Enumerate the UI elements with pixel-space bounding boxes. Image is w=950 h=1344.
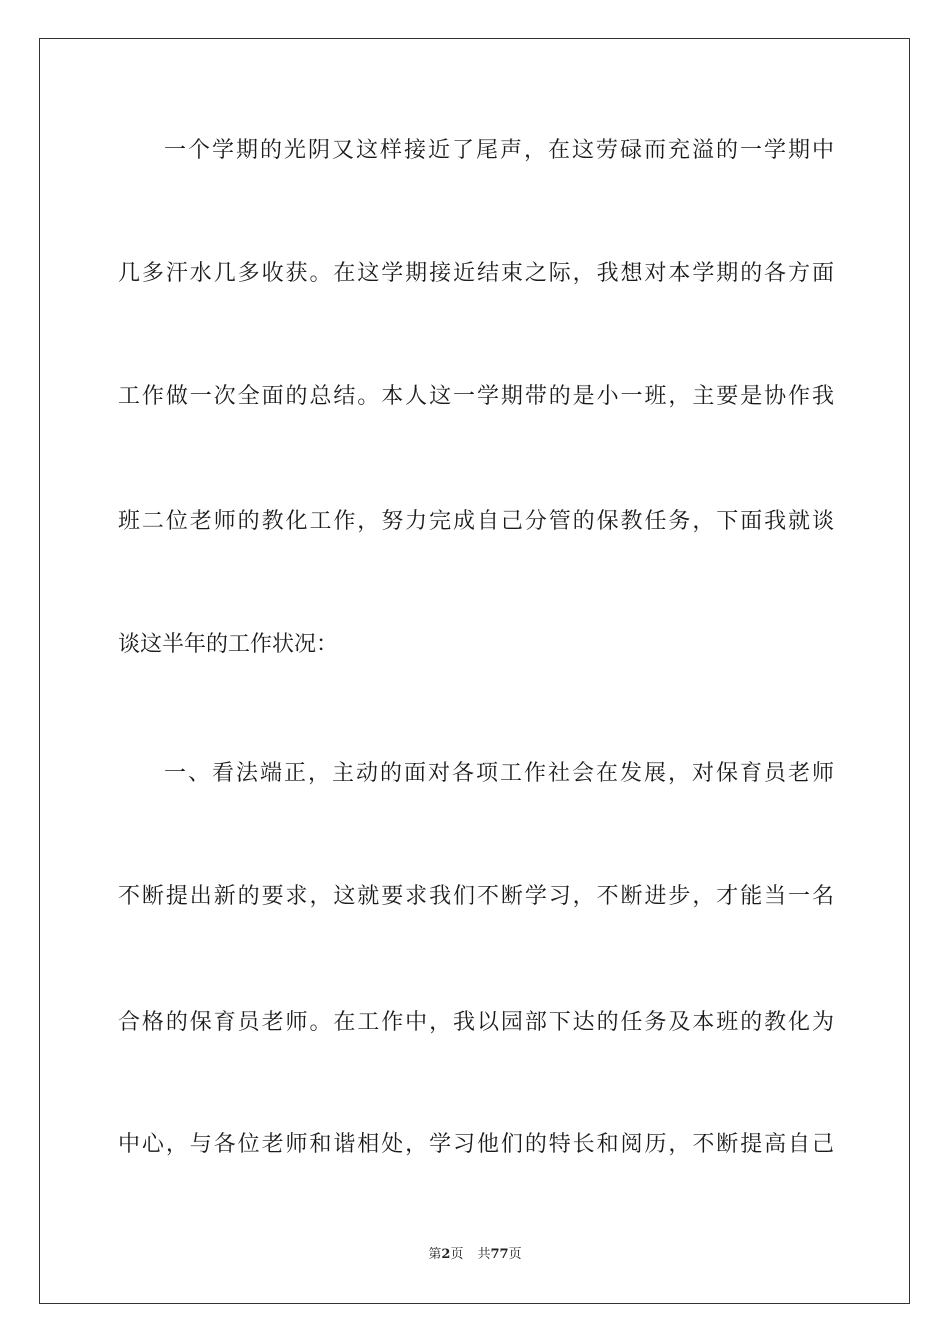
- page-footer: [0, 1246, 950, 1264]
- footer-total-suffix: 页: [508, 1247, 522, 1262]
- footer-page-prefix: 第: [428, 1247, 442, 1262]
- footer-total-number: 77: [490, 1247, 509, 1262]
- footer-total-prefix: 共: [477, 1247, 491, 1262]
- paragraph-2-line-2: 不断提出新的要求，这就要求我们不断学习，不断进步，才能当一名: [118, 884, 834, 909]
- paragraph-1-line-1: 一个学期的光阴又这样接近了尾声，在这劳碌而充溢的一学期中: [164, 138, 834, 163]
- page-border: [39, 38, 910, 1304]
- paragraph-1-line-2: 几多汗水几多收获。在这学期接近结束之际，我想对本学期的各方面: [118, 261, 834, 286]
- paragraph-2-line-4: 中心，与各位老师和谐相处，学习他们的特长和阅历，不断提高自己: [118, 1132, 834, 1157]
- paragraph-1-line-3: 工作做一次全面的总结。本人这一学期带的是小一班，主要是协作我: [118, 384, 834, 409]
- paragraph-2-line-3: 合格的保育员老师。在工作中，我以园部下达的任务及本班的教化为: [118, 1010, 834, 1035]
- footer-page-number: 2: [441, 1247, 451, 1262]
- paragraph-1-line-4: 班二位老师的教化工作，努力完成自己分管的保教任务，下面我就谈: [118, 509, 834, 534]
- paragraph-1-line-5: 谈这半年的工作状况：: [118, 632, 339, 657]
- paragraph-2-line-1: 一、看法端正，主动的面对各项工作社会在发展，对保育员老师: [164, 761, 834, 786]
- footer-page-suffix: 页: [450, 1247, 464, 1262]
